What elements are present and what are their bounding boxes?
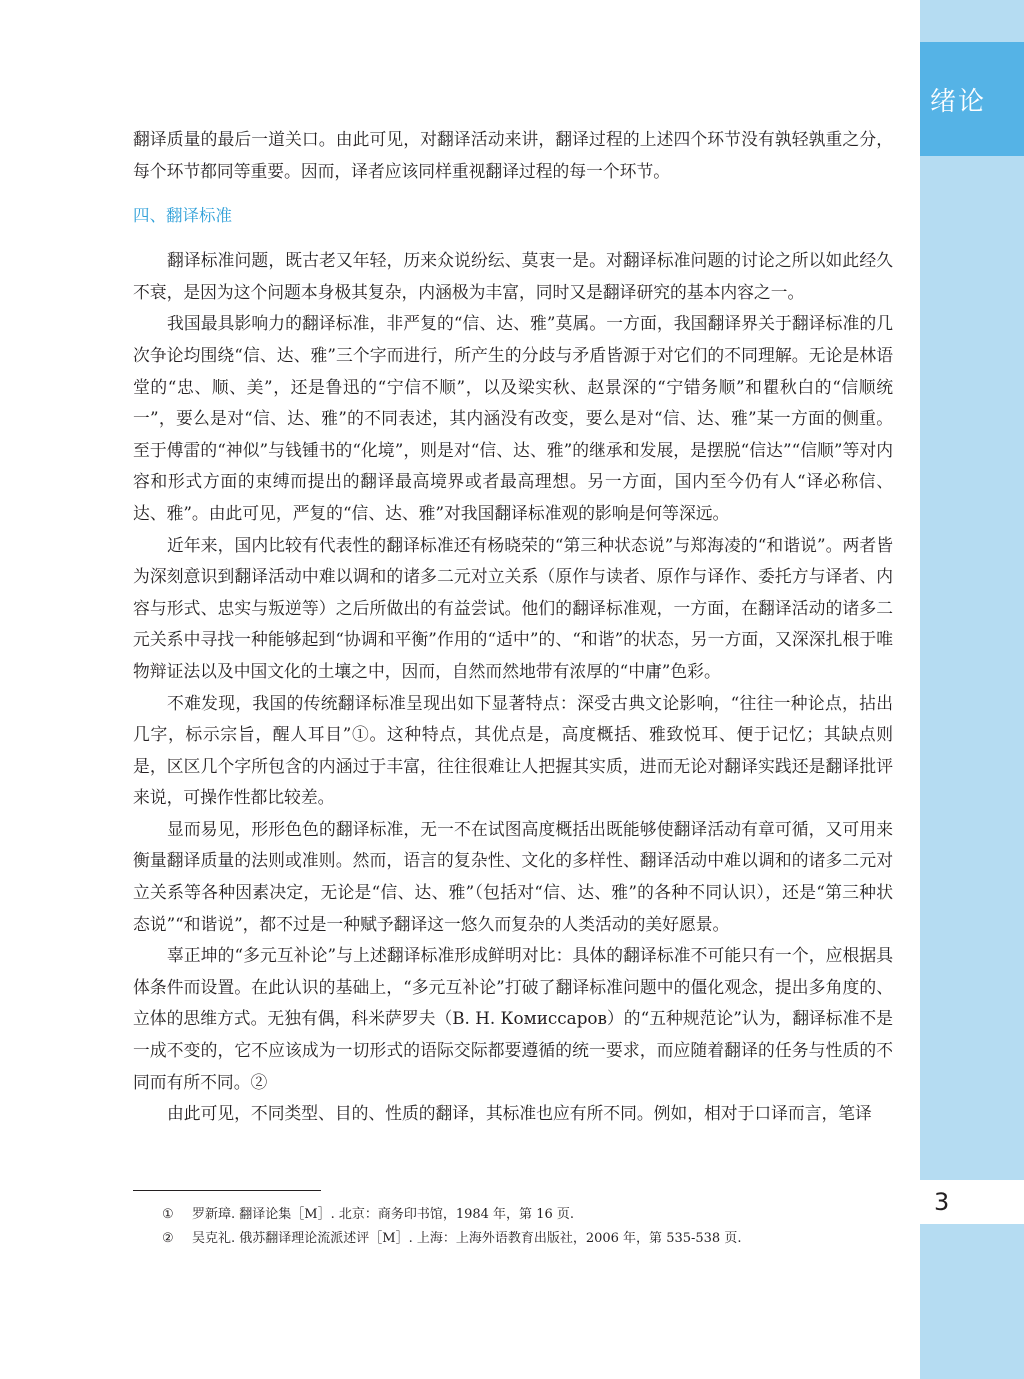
page-number-box <box>920 1180 1024 1224</box>
page-number: 3 <box>934 1188 950 1216</box>
section-heading: 四、翻译标准 <box>133 206 232 226</box>
main-text <box>133 124 893 1130</box>
sidebar-band <box>920 0 1024 1379</box>
footnote-1 <box>162 1203 882 1227</box>
paragraph-7: 辜正坤的“多元互补论”与上述翻译标准形成鲜明对比：具体的翻译标准不可能只有一个，应根据具体条件而设置。在此认识的基础上，“多元互补论”打破了翻译标准问题中的僵化观念，提出多角度的、立体的思维方式。无独有偶，科米萨罗夫（В. Н. Комиссаров）的“五种规范论”认为，翻译标准不是一成不变的，它不应该成为一切形式的语际交际都要遵循的统一要求，而应随着翻译的任务与性质的不同而有所不同。② <box>133 945 893 1092</box>
paragraph-6: 显而易见，形形色色的翻译标准，无一不在试图高度概括出既能够使翻译活动有章可循，又可用来衡量翻译质量的法则或准则。然而，语言的复杂性、文化的多样性、翻译活动中难以调和的诸多二元对立关系等各种因素决定，无论是“信、达、雅”（包括对“信、达、雅”的各种不同认识），还是“第三种状态说”“和谐说”，都不过是一种赋予翻译这一悠久而复杂的人类活动的美好愿景。 <box>133 818 893 934</box>
paragraph-4: 近年来，国内比较有代表性的翻译标准还有杨晓荣的“第三种状态说”与郑海凌的“和谐说”。两者皆为深刻意识到翻译活动中难以调和的诸多二元对立关系（原作与读者、原作与译作、委托方与译者、内容与形式、忠实与叛逆等）之后所做出的有益尝试。他们的翻译标准观，一方面，在翻译活动的诸多二元关系中寻找一种能够起到“协调和平衡”作用的“适中”的、“和谐”的状态，另一方面，又深深扎根于唯物辩证法以及中国文化的土壤之中，因而，自然而然地带有浓厚的“中庸”色彩。 <box>133 534 893 681</box>
paragraph-1: 翻译质量的最后一道关口。由此可见，对翻译活动来讲，翻译过程的上述四个环节没有孰轻孰重之分，每个环节都同等重要。因而，译者应该同样重视翻译过程的每一个环节。 <box>133 129 893 181</box>
footnote-divider <box>133 1190 321 1191</box>
chapter-title: 绪论 <box>930 86 987 117</box>
paragraph-2: 翻译标准问题，既古老又年轻，历来众说纷纭、莫衷一是。对翻译标准问题的讨论之所以如此经久不衰，是因为这个问题本身极其复杂，内涵极为丰富，同时又是翻译研究的基本内容之一。 <box>133 250 893 302</box>
footnote-mark: ① <box>162 1207 174 1222</box>
chapter-tab <box>920 42 1024 156</box>
paragraph-8: 由此可见，不同类型、目的、性质的翻译，其标准也应有所不同。例如，相对于口译而言，笔译 <box>167 1103 872 1124</box>
footnote-2 <box>162 1227 882 1251</box>
paragraph-3: 我国最具影响力的翻译标准，非严复的“信、达、雅”莫属。一方面，我国翻译界关于翻译标准的几次争论均围绕“信、达、雅”三个字而进行，所产生的分歧与矛盾皆源于对它们的不同理解。无论是林语堂的“忠、顺、美”，还是鲁迅的“宁信不顺”，以及梁实秋、赵景深的“宁错务顺”和瞿秋白的“信顺统一”，要么是对“信、达、雅”的不同表述，其内涵没有改变，要么是对“信、达、雅”某一方面的侧重。至于傅雷的“神似”与钱锺书的“化境”，则是对“信、达、雅”的继承和发展，是摆脱“信达”“信顺”等对内容和形式方面的束缚而提出的翻译最高境界或者最高理想。另一方面，国内至今仍有人“译必称信、达、雅”。由此可见，严复的“信、达、雅”对我国翻译标准观的影响是何等深远。 <box>133 313 893 523</box>
footnote-text: 罗新璋. 翻译论集［M］. 北京：商务印书馆，1984 年，第 16 页. <box>192 1207 574 1222</box>
footnote-text: 吴克礼. 俄苏翻译理论流派述评［M］. 上海：上海外语教育出版社，2006 年，第 535-538 页. <box>192 1231 742 1246</box>
footnote-mark: ② <box>162 1231 174 1246</box>
paragraph-5: 不难发现，我国的传统翻译标准呈现出如下显著特点：深受古典文论影响，“往往一种论点，拈出几字，标示宗旨，醒人耳目”①。这种特点，其优点是，高度概括、雅致悦耳、便于记忆；其缺点则是，区区几个字所包含的内涵过于丰富，往往很难让人把握其实质，进而无论对翻译实践还是翻译批评来说，可操作性都比较差。 <box>133 692 893 808</box>
footnotes <box>162 1203 882 1251</box>
